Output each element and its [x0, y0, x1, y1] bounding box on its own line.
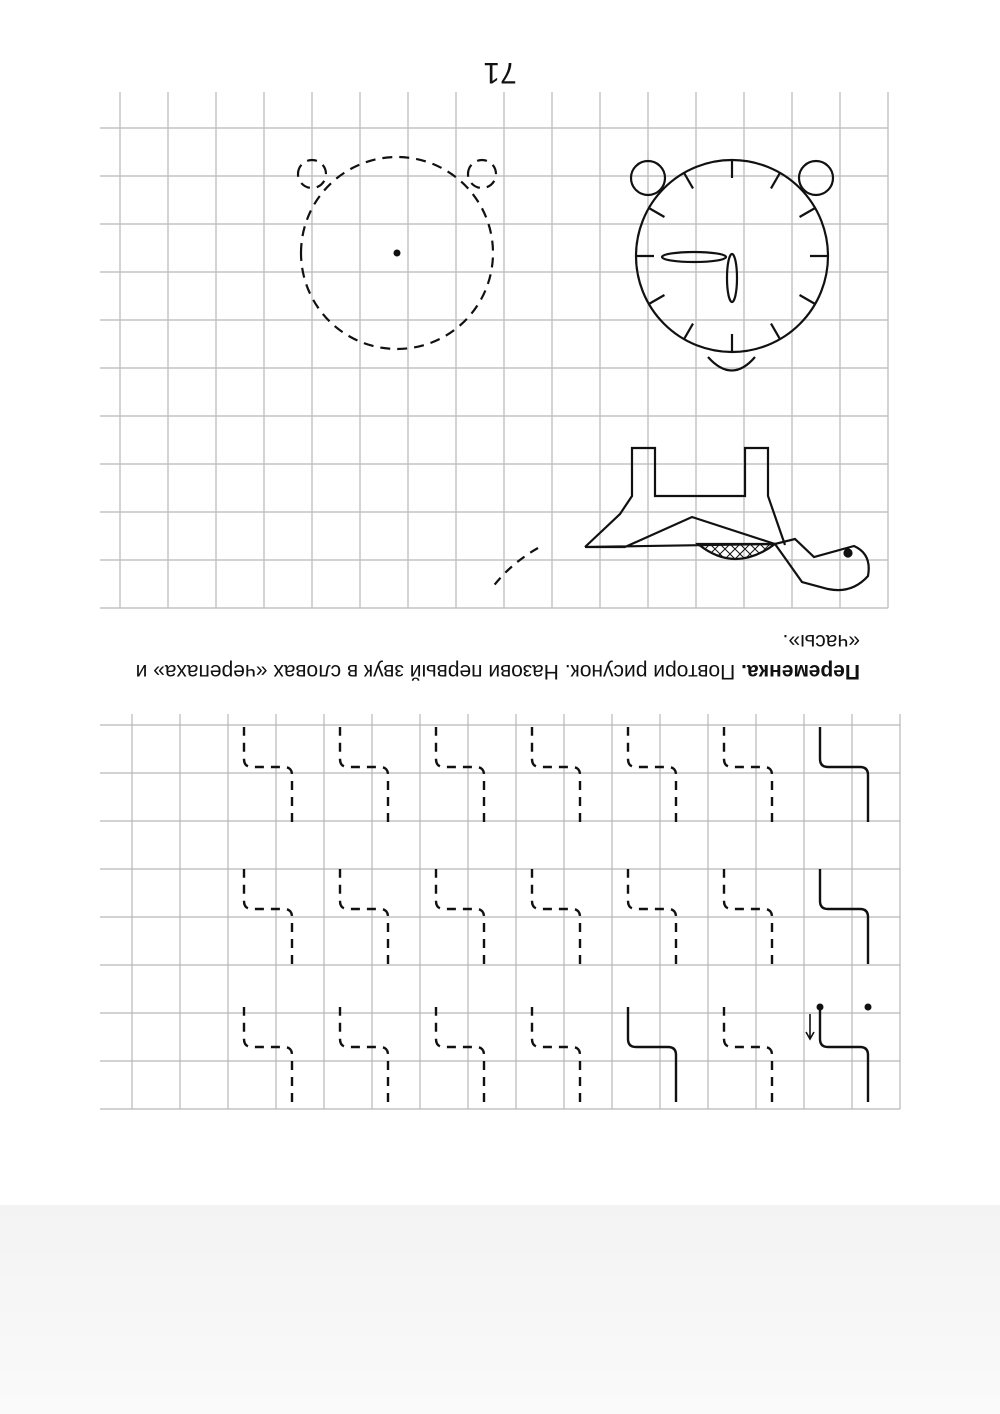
- letter-cell: [244, 1007, 292, 1102]
- letter-cell: [532, 727, 580, 822]
- letter-grid: [100, 714, 900, 1109]
- letter-cell: [532, 1007, 580, 1102]
- letter-cell-path: [532, 1007, 580, 1102]
- start-dot: [817, 1004, 824, 1011]
- letter-cell: [628, 1007, 676, 1102]
- letter-cell: [436, 1007, 484, 1102]
- letter-cell: [436, 727, 484, 822]
- letter-cell-path: [820, 727, 868, 822]
- start-dot: [865, 1004, 872, 1011]
- instruction-body: Повтори рисунок. Назови первый звук в словах «черепаха» и «часы».: [135, 630, 860, 683]
- letter-cell: [340, 1007, 388, 1102]
- instruction-title: Переменка.: [741, 660, 860, 683]
- letter-cell: [628, 727, 676, 822]
- letter-cell-path: [436, 1007, 484, 1102]
- page-number: 71: [483, 56, 517, 89]
- letter-cell-path: [436, 727, 484, 822]
- letter-cell: [724, 727, 772, 822]
- letter-cell-path: [820, 1007, 868, 1102]
- letter-cell-path: [340, 727, 388, 822]
- letter-cell-path: [628, 1007, 676, 1102]
- letter-cell: [820, 727, 868, 822]
- letter-cell-path: [244, 1007, 292, 1102]
- letter-cell-path: [628, 727, 676, 822]
- letter-cell: [340, 727, 388, 822]
- letter-cell-path: [532, 727, 580, 822]
- letter-cell: [724, 1007, 772, 1102]
- letter-cell-path: [724, 1007, 772, 1102]
- letter-cell-path: [340, 1007, 388, 1102]
- letter-cell: [244, 727, 292, 822]
- direction-arrow-icon: [806, 1014, 814, 1039]
- letter-cell-path: [724, 727, 772, 822]
- letter-cell-path: [244, 727, 292, 822]
- letter-cell: [820, 1007, 868, 1102]
